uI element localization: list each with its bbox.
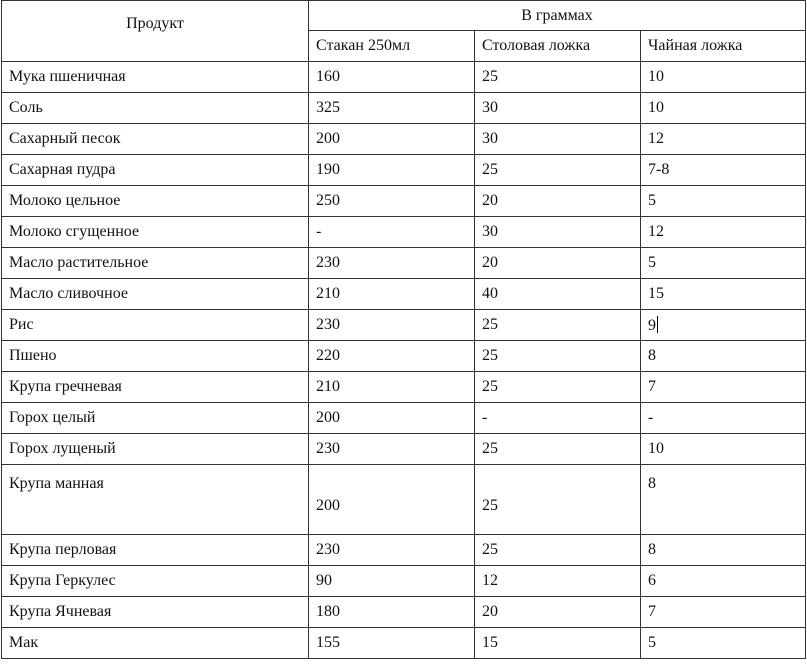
cell-teaspoon[interactable] xyxy=(641,124,806,155)
cell-glass[interactable] xyxy=(309,465,475,535)
cell-text: 30 xyxy=(482,130,498,147)
cell-text: Мак xyxy=(9,634,39,651)
cell-tablespoon[interactable] xyxy=(475,248,641,279)
cell-product[interactable] xyxy=(2,217,309,248)
cell-text: 190 xyxy=(316,161,340,178)
cell-text: Горох лущеный xyxy=(9,440,116,457)
table-row xyxy=(2,155,806,186)
cell-tablespoon[interactable] xyxy=(475,465,641,535)
cell-text: 25 xyxy=(482,347,498,364)
cell-product[interactable] xyxy=(2,566,309,597)
cell-text: Молоко цельное xyxy=(9,192,121,209)
cell-glass[interactable] xyxy=(309,124,475,155)
cell-text: Масло растительное xyxy=(9,254,149,271)
cell-glass[interactable] xyxy=(309,341,475,372)
cell-teaspoon[interactable] xyxy=(641,93,806,124)
cell-teaspoon[interactable] xyxy=(641,535,806,566)
cell-text: 8 xyxy=(648,347,656,364)
cell-teaspoon[interactable] xyxy=(641,465,806,535)
cell-text: 220 xyxy=(316,347,340,364)
cell-product[interactable] xyxy=(2,279,309,310)
cell-text: 30 xyxy=(482,223,498,240)
cell-product[interactable] xyxy=(2,341,309,372)
cell-text: 200 xyxy=(316,409,340,426)
cell-glass[interactable] xyxy=(309,248,475,279)
cell-product[interactable] xyxy=(2,403,309,434)
table-row xyxy=(2,341,806,372)
cell-tablespoon[interactable] xyxy=(475,217,641,248)
cell-text: 230 xyxy=(316,254,340,271)
header-row xyxy=(2,1,806,31)
cell-text: 25 xyxy=(482,496,498,514)
cell-text: 12 xyxy=(648,223,664,240)
cell-teaspoon[interactable] xyxy=(641,155,806,186)
cell-teaspoon[interactable] xyxy=(641,403,806,434)
table-row xyxy=(2,403,806,434)
cell-tablespoon[interactable] xyxy=(475,155,641,186)
cell-glass[interactable] xyxy=(309,279,475,310)
table-row xyxy=(2,372,806,403)
cell-text: 200 xyxy=(316,496,340,514)
cell-text: 12 xyxy=(482,572,498,589)
cell-teaspoon[interactable] xyxy=(641,217,806,248)
cell-text: 20 xyxy=(482,192,498,209)
cell-product[interactable] xyxy=(2,93,309,124)
cell-text: 5 xyxy=(648,254,656,271)
header-group: В граммах xyxy=(309,1,806,31)
cell-text: 20 xyxy=(482,603,498,620)
cell-text: 210 xyxy=(316,378,340,395)
cell-text: 12 xyxy=(648,130,664,147)
cell-text: 40 xyxy=(482,285,498,302)
cell-text: 7-8 xyxy=(648,161,670,178)
cell-product[interactable] xyxy=(2,124,309,155)
cell-text: 250 xyxy=(316,192,340,209)
header-glass: Стакан 250мл xyxy=(309,31,475,62)
table-row xyxy=(2,279,806,310)
cell-text: Крупа Ячневая xyxy=(9,603,112,620)
table-row xyxy=(2,124,806,155)
cell-text: Рис xyxy=(9,316,34,333)
cell-tablespoon[interactable] xyxy=(475,403,641,434)
cell-teaspoon[interactable] xyxy=(641,62,806,93)
cell-teaspoon[interactable] xyxy=(641,597,806,628)
cell-teaspoon[interactable] xyxy=(641,310,806,341)
cell-teaspoon[interactable] xyxy=(641,279,806,310)
cell-text: Мука пшеничная xyxy=(9,68,126,85)
cell-text: 25 xyxy=(482,440,498,457)
cell-text: - xyxy=(648,409,654,426)
cell-text: 90 xyxy=(316,572,332,589)
table-row xyxy=(2,566,806,597)
cell-text: 25 xyxy=(482,161,498,178)
cell-glass[interactable] xyxy=(309,372,475,403)
cell-text: 5 xyxy=(648,192,656,209)
cell-text: 30 xyxy=(482,99,498,116)
cell-text: 25 xyxy=(482,541,498,558)
cell-product[interactable] xyxy=(2,434,309,465)
cell-glass[interactable] xyxy=(309,628,475,659)
cell-text: Масло сливочное xyxy=(9,285,128,302)
cell-tablespoon[interactable] xyxy=(475,279,641,310)
cell-text: 10 xyxy=(648,99,664,116)
cell-tablespoon[interactable] xyxy=(475,535,641,566)
cell-text: Крупа перловая xyxy=(9,541,117,558)
cell-text: Крупа манная xyxy=(9,475,104,492)
table-row xyxy=(2,93,806,124)
cell-glass[interactable] xyxy=(309,566,475,597)
header-product: Продукт xyxy=(2,1,309,62)
table-row xyxy=(2,535,806,566)
table-row xyxy=(2,597,806,628)
cell-text: 15 xyxy=(482,634,498,651)
cell-tablespoon[interactable] xyxy=(475,566,641,597)
cell-text: 5 xyxy=(648,634,656,651)
cell-text: 200 xyxy=(316,130,340,147)
cell-teaspoon[interactable] xyxy=(641,566,806,597)
cell-text: Пшено xyxy=(9,347,57,364)
cell-text: 155 xyxy=(316,634,340,651)
cell-product[interactable] xyxy=(2,597,309,628)
cell-text: 15 xyxy=(648,285,664,302)
cell-glass[interactable] xyxy=(309,597,475,628)
cell-tablespoon[interactable] xyxy=(475,628,641,659)
cell-tablespoon[interactable] xyxy=(475,597,641,628)
cell-text: 7 xyxy=(648,603,656,620)
cell-teaspoon[interactable] xyxy=(641,628,806,659)
cell-teaspoon[interactable] xyxy=(641,186,806,217)
cell-glass[interactable] xyxy=(309,186,475,217)
cell-glass[interactable] xyxy=(309,155,475,186)
cell-product[interactable] xyxy=(2,372,309,403)
cell-text: 210 xyxy=(316,285,340,302)
cell-glass[interactable] xyxy=(309,535,475,566)
cell-text: 325 xyxy=(316,99,340,116)
cell-tablespoon[interactable] xyxy=(475,310,641,341)
cell-text: 7 xyxy=(648,378,656,395)
cell-tablespoon[interactable] xyxy=(475,372,641,403)
cell-text: Крупа Геркулес xyxy=(9,572,116,589)
table-row xyxy=(2,465,806,535)
cell-glass[interactable] xyxy=(309,93,475,124)
cell-text: 20 xyxy=(482,254,498,271)
cell-text: 10 xyxy=(648,68,664,85)
cell-product[interactable] xyxy=(2,248,309,279)
table-row xyxy=(2,628,806,659)
cell-text: 160 xyxy=(316,68,340,85)
cell-glass[interactable] xyxy=(309,434,475,465)
cell-text: Горох целый xyxy=(9,409,96,426)
table-row xyxy=(2,186,806,217)
cell-product[interactable] xyxy=(2,310,309,341)
cell-product[interactable] xyxy=(2,535,309,566)
cell-text: 6 xyxy=(648,572,656,589)
cell-text: 25 xyxy=(482,68,498,85)
cell-teaspoon[interactable] xyxy=(641,248,806,279)
header-tablespoon: Столовая ложка xyxy=(475,31,641,62)
cell-text: 180 xyxy=(316,603,340,620)
table-row xyxy=(2,62,806,93)
table-row xyxy=(2,434,806,465)
header-teaspoon: Чайная ложка xyxy=(641,31,806,62)
cell-text: Сахарная пудра xyxy=(9,161,116,178)
cell-product[interactable] xyxy=(2,186,309,217)
cell-tablespoon[interactable] xyxy=(475,124,641,155)
cell-teaspoon[interactable] xyxy=(641,341,806,372)
cell-text: - xyxy=(482,409,488,426)
cell-teaspoon[interactable] xyxy=(641,434,806,465)
cell-text: 10 xyxy=(648,440,664,457)
cell-text: 25 xyxy=(482,378,498,395)
cell-product[interactable] xyxy=(2,628,309,659)
cell-text: Соль xyxy=(9,99,43,116)
cell-product[interactable] xyxy=(2,155,309,186)
cell-text: Сахарный песок xyxy=(9,130,121,147)
cell-text: 230 xyxy=(316,440,340,457)
cell-text: 9 xyxy=(648,316,656,334)
cell-text: - xyxy=(316,223,322,240)
cell-tablespoon[interactable] xyxy=(475,434,641,465)
cell-text: 230 xyxy=(316,541,340,558)
cell-glass[interactable] xyxy=(309,403,475,434)
cell-glass[interactable] xyxy=(309,310,475,341)
cell-glass[interactable] xyxy=(309,217,475,248)
cell-glass[interactable] xyxy=(309,62,475,93)
cell-product[interactable] xyxy=(2,465,309,535)
table-row xyxy=(2,248,806,279)
cell-text: 8 xyxy=(648,475,656,492)
table-row xyxy=(2,310,806,341)
cell-tablespoon[interactable] xyxy=(475,186,641,217)
table-row xyxy=(2,217,806,248)
cell-text: 25 xyxy=(482,316,498,333)
cell-teaspoon[interactable] xyxy=(641,372,806,403)
cell-text: Молоко сгущенное xyxy=(9,223,140,240)
text-cursor xyxy=(657,316,658,333)
measures-table xyxy=(1,0,806,659)
cell-text: Крупа гречневая xyxy=(9,378,122,395)
cell-text: 230 xyxy=(316,316,340,333)
cell-tablespoon[interactable] xyxy=(475,62,641,93)
cell-product[interactable] xyxy=(2,62,309,93)
cell-tablespoon[interactable] xyxy=(475,341,641,372)
cell-tablespoon[interactable] xyxy=(475,93,641,124)
cell-text: 8 xyxy=(648,541,656,558)
